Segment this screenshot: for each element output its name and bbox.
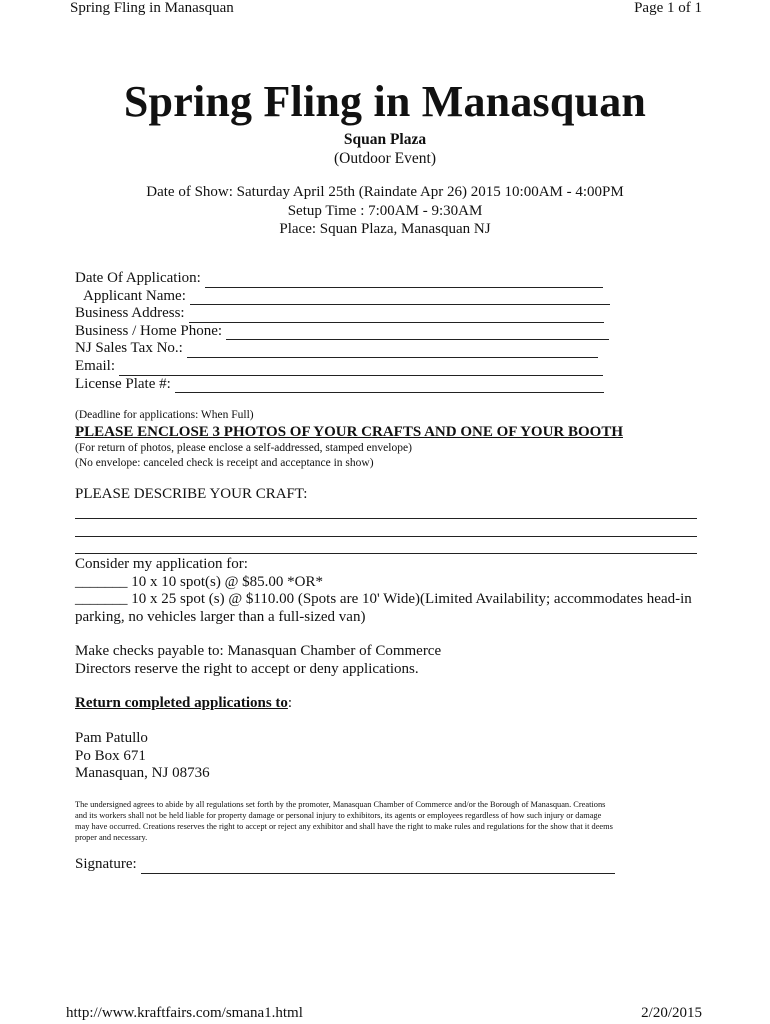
address-name: Pam Patullo (75, 730, 148, 746)
address-po-box: Po Box 671 (75, 747, 146, 764)
legal-line: may have occurred. Creations reserves the right to accept or reject any exhibitor and shall have the right to make rules and regulations for the show that it deems (75, 822, 613, 831)
describe-craft-prompt: PLEASE DESCRIBE YOUR CRAFT: (75, 486, 308, 502)
event-type: (Outdoor Event) (333, 150, 436, 167)
signature-line[interactable] (141, 862, 615, 874)
photo-return-note: (For return of photos, please enclose a self-addressed, stamped envelope) (75, 442, 412, 454)
no-envelope-note: (No envelope: canceled check is receipt and acceptance in show) (75, 457, 374, 469)
spot-option-10x25-cont: parking, no vehicles larger than a full-sized van) (75, 608, 366, 625)
describe-line-2[interactable] (75, 536, 697, 537)
field-date-of-application[interactable] (75, 270, 610, 288)
application-fields (75, 270, 610, 393)
setup-time: Setup Time : 7:00AM - 9:30AM (287, 202, 483, 219)
show-date: Date of Show: Saturday April 25th (Raindate Apr 26) 2015 10:00AM - 4:00PM (146, 184, 624, 200)
payment-info (75, 643, 441, 678)
field-label: Date Of Application: (75, 270, 201, 286)
signature-row[interactable] (75, 856, 615, 874)
describe-line-1[interactable] (75, 518, 697, 519)
deadline-note: (Deadline for applications: When Full) (75, 409, 254, 421)
field-label: Business / Home Phone: (75, 322, 223, 339)
field-line[interactable] (187, 346, 598, 358)
field-phone[interactable] (75, 323, 610, 341)
footer-date: 2/20/2015 (641, 1005, 702, 1021)
header-page-title: Spring Fling in Manasquan (70, 0, 234, 16)
field-line[interactable] (189, 311, 604, 323)
spot-option-10x25[interactable]: _______ 10 x 25 spot (s) @ $110.00 (Spots are 10' Wide)(Limited Availability; accommodates head-in (75, 591, 692, 607)
return-heading-colon: : (287, 695, 293, 711)
field-line[interactable] (175, 381, 604, 393)
show-info (0, 183, 770, 239)
field-applicant-name[interactable] (75, 288, 610, 306)
field-license-plate[interactable] (75, 376, 610, 394)
field-label: NJ Sales Tax No.: (75, 340, 183, 357)
field-label: Email: (75, 357, 115, 374)
field-label: License Plate #: (75, 375, 171, 392)
field-line[interactable] (190, 293, 610, 305)
header-page-number: Page 1 of 1 (634, 0, 702, 16)
legal-line: and its workers shall not be held liable for property damage or personal injury to exhibitors, its agents or employees regardless of how such injury or damage (75, 811, 602, 820)
checks-payable: Make checks payable to: Manasquan Chamber of Commerce (75, 643, 442, 659)
field-line[interactable] (119, 364, 603, 376)
legal-line: proper and necessary. (75, 833, 148, 842)
document-title: Spring Fling in Manasquan (123, 77, 647, 126)
spot-options (75, 556, 715, 626)
show-place: Place: Squan Plaza, Manasquan NJ (279, 221, 491, 237)
return-heading-text: Return completed applications to (75, 695, 288, 711)
signature-label: Signature: (75, 856, 137, 872)
field-business-address[interactable] (75, 305, 610, 323)
spot-option-10x10[interactable]: _______ 10 x 10 spot(s) @ $85.00 *OR* (75, 573, 323, 590)
legal-line: The undersigned agrees to abide by all regulations set forth by the promoter, Manasquan Chamber of Commerce and/or the Borough of Manasquan. Creations (75, 800, 606, 809)
field-line[interactable] (205, 276, 603, 288)
venue-name: Squan Plaza (343, 131, 427, 148)
enclose-photos-notice: PLEASE ENCLOSE 3 PHOTOS OF YOUR CRAFTS AND ONE OF YOUR BOOTH (75, 424, 623, 440)
footer-url[interactable]: http://www.kraftfairs.com/smana1.html (66, 1005, 303, 1021)
consider-heading: Consider my application for: (75, 556, 248, 572)
field-sales-tax[interactable] (75, 340, 610, 358)
field-label: Applicant Name: (83, 287, 186, 304)
return-address (75, 730, 210, 783)
describe-line-3[interactable] (75, 553, 697, 554)
field-email[interactable] (75, 358, 610, 376)
address-city: Manasquan, NJ 08736 (75, 765, 210, 781)
legal-disclaimer (75, 799, 705, 843)
field-label: Business Address: (75, 305, 185, 322)
return-heading (75, 695, 292, 713)
directors-reserve: Directors reserve the right to accept or deny applications. (75, 660, 419, 677)
field-line[interactable] (226, 328, 609, 340)
